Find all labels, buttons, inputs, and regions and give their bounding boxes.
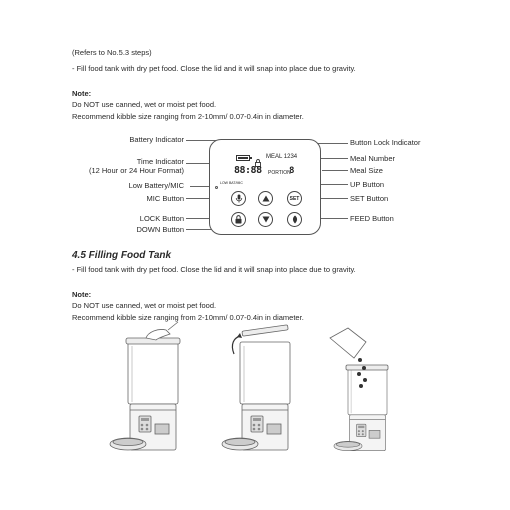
down-arrow-icon [262, 216, 270, 223]
section-note-line-2: Recommend kibble size ranging from 2-10mm/ 0.07-0.4in in diameter. [72, 313, 304, 322]
section-note-label: Note: [72, 290, 92, 299]
up-arrow-icon [262, 195, 270, 202]
label-meal-size: Meal Size [350, 166, 383, 175]
label-set-button: SET Button [350, 194, 389, 203]
label-low-battery-mic: Low Battery/MIC [128, 181, 184, 190]
feed-button[interactable] [287, 212, 302, 227]
feeder-illustration [222, 325, 290, 450]
label-battery-indicator: Battery Indicator [129, 135, 184, 144]
lock-button[interactable] [231, 212, 246, 227]
microphone-icon [235, 194, 243, 203]
label-mic-button: MIC Button [146, 194, 184, 203]
meal-number-display: MEAL 1234 [266, 154, 298, 160]
low-battery-led [215, 186, 218, 189]
feeder-illustrations [0, 320, 510, 490]
time-display: 88:88 [234, 165, 262, 176]
control-panel [209, 139, 321, 235]
portion-label: PORTION [268, 170, 291, 176]
section-fill-instruction: - Fill food tank with dry pet food. Close the lid and it will snap into place due to gravity. [72, 265, 356, 274]
up-button[interactable] [258, 191, 273, 206]
label-time-indicator: Time Indicator [136, 157, 184, 166]
paw-icon [291, 215, 299, 224]
label-time-format: (12 Hour or 24 Hour Format) [88, 166, 184, 175]
mic-indicator-text: LOW BAT/MIC [220, 181, 243, 185]
fill-instruction: - Fill food tank with dry pet food. Close the lid and it will snap into place due to gravity. [72, 64, 356, 73]
down-button[interactable] [258, 212, 273, 227]
note-label: Note: [72, 89, 92, 98]
feeder-illustration [334, 365, 388, 451]
section-note-line-1: Do NOT use canned, wet or moist pet food. [72, 301, 217, 310]
label-meal-number: Meal Number [350, 154, 396, 163]
mic-button[interactable] [231, 191, 246, 206]
battery-icon [236, 155, 250, 161]
label-lock-button: LOCK Button [139, 214, 184, 223]
feeder-illustration [110, 322, 180, 450]
section-heading: 4.5 Filling Food Tank [72, 250, 172, 261]
label-down-button: DOWN Button [136, 225, 184, 234]
refers-text: (Refers to No.5.3 steps) [72, 48, 152, 57]
set-button[interactable] [287, 191, 302, 206]
note-line-1: Do NOT use canned, wet or moist pet food. [72, 100, 217, 109]
lock-icon [235, 215, 242, 224]
label-button-lock-indicator: Button Lock Indicator [350, 138, 421, 147]
portion-digit: 8 [289, 166, 295, 176]
label-up-button: UP Button [350, 180, 385, 189]
set-button-label: SET [289, 195, 300, 202]
leader-line [322, 170, 348, 171]
note-line-2: Recommend kibble size ranging from 2-10mm/ 0.07-0.4in in diameter. [72, 112, 304, 121]
label-feed-button: FEED Button [350, 214, 394, 223]
